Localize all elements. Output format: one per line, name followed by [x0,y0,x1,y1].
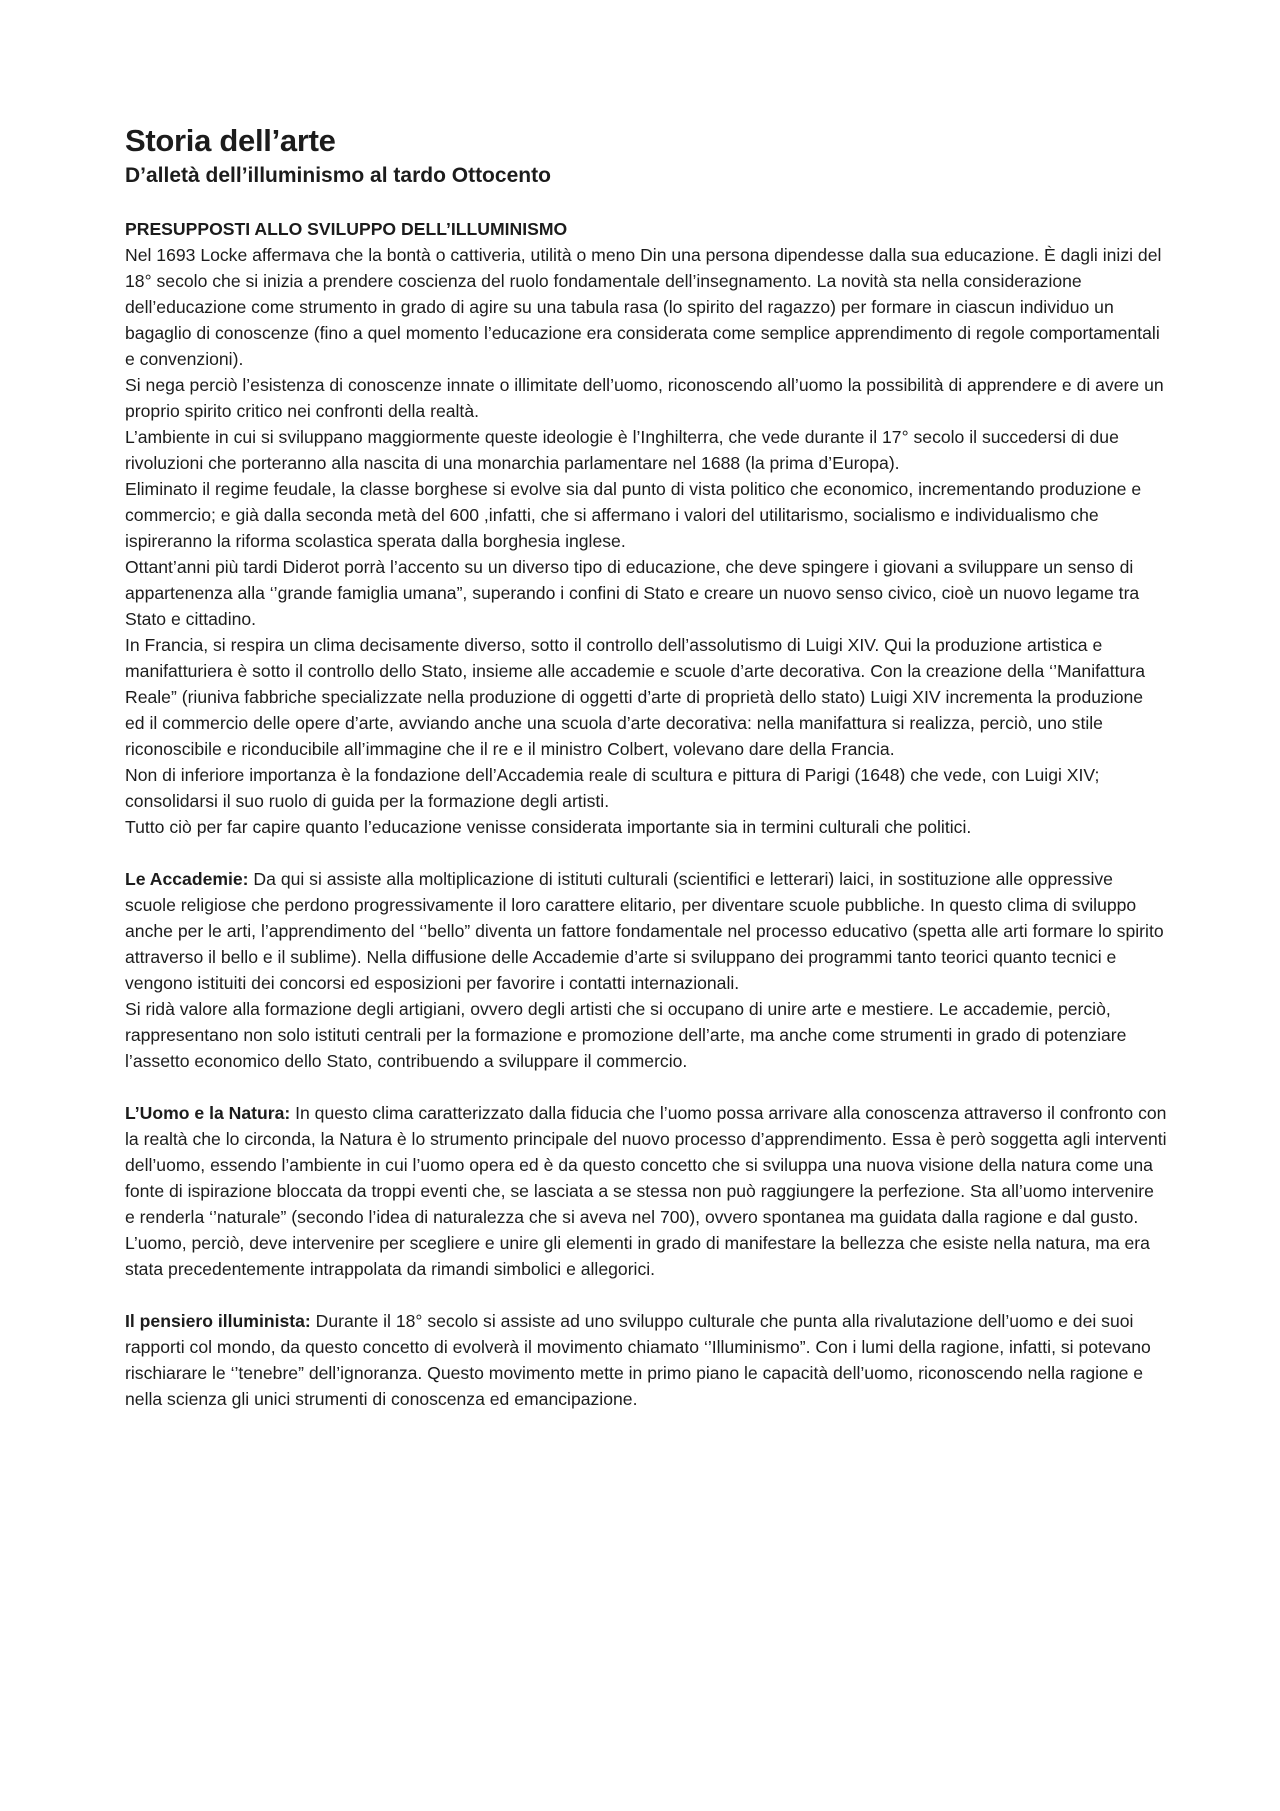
section-heading: PRESUPPOSTI ALLO SVILUPPO DELL’ILLUMINISMO [125,219,568,239]
document-title: Storia dell’arte [125,123,336,158]
section-presupposti [125,216,1167,840]
paragraph-text: Durante il 18° secolo si assiste ad uno sviluppo culturale che punta alla rivalutazione dell’uomo e dei suoi rapporti col mondo, da questo concetto di evolverà il movimento chiamato ‘’Illuminismo”. Con i lumi della ragione, infatti, si potevano rischiarare le ‘’tenebre” dell’ignoranza. Questo movimento mette in primo piano le capacità dell’uomo, riconoscendo nella ragione e nella scienza gli unici strumenti di conoscenza ed emancipazione. [125,1311,1151,1409]
paragraph: L’ambiente in cui si sviluppano maggiormente queste ideologie è l’Inghilterra, che vede durante il 17° secolo il succedersi di due rivoluzioni che porteranno alla nascita di una monarchia parlamentare nel 1688 (la prima d’Europa). [125,427,1119,473]
paragraph: Si ridà valore alla formazione degli artigiani, ovvero degli artisti che si occupano di unire arte e mestiere. Le accademie, perciò, rappresentano non solo istituti centrali per la formazione e promozione dell’arte, ma anche come strumenti in grado di potenziare l’assetto economico dello Stato, contribuendo a sviluppare il commercio. [125,999,1127,1071]
document-subtitle: D’alletà dell’illuminismo al tardo Ottocento [125,164,551,187]
paragraph: In Francia, si respira un clima decisamente diverso, sotto il controllo dell’assolutismo di Luigi XIV. Qui la produzione artistica e manifatturiera è sotto il controllo dello Stato, insieme alle accademie e scuole d’arte decorativa. Con la creazione della ‘’Manifattura Reale” (riuniva fabbriche specializzate nella produzione di oggetti d’arte di proprietà dello stato) Luigi XIV incrementa la produzione ed il commercio delle opere d’arte, avviando anche una scuola d’arte decorativa: nella manifattura si realizza, perciò, uno stile riconoscibile e riconducibile all’immagine che il re e il ministro Colbert, volevano dare della Francia. [125,635,1145,759]
section-accademie [125,866,1167,1074]
document-page [125,122,1167,1412]
section-lead: Le Accademie: [125,869,249,889]
paragraph [125,1100,1167,1230]
paragraph [125,866,1167,996]
paragraph: Nel 1693 Locke affermava che la bontà o cattiveria, utilità o meno Din una persona dipendesse dalla sua educazione. È dagli inizi del 18° secolo che si inizia a prendere coscienza del ruolo fondamentale dell’insegnamento. La novità sta nella considerazione dell’educazione come strumento in grado di agire su una tabula rasa (lo spirito del ragazzo) per formare in ciascun individuo un bagaglio di conoscenze (fino a quel momento l’educazione era considerata come semplice apprendimento di regole comportamentali e convenzioni). [125,245,1162,369]
paragraph [125,1308,1167,1412]
paragraph: L’uomo, perciò, deve intervenire per scegliere e unire gli elementi in grado di manifestare la bellezza che esiste nella natura, ma era stata precedentemente intrappolata da rimandi simbolici e allegorici. [125,1233,1150,1279]
section-spacer [125,1074,1167,1100]
paragraph: Ottant’anni più tardi Diderot porrà l’accento su un diverso tipo di educazione, che deve spingere i giovani a sviluppare un senso di appartenenza alla ‘’grande famiglia umana”, superando i confini di Stato e creare un nuovo senso civico, cioè un nuovo legame tra Stato e cittadino. [125,557,1140,629]
section-spacer [125,1282,1167,1308]
section-lead: L’Uomo e la Natura: [125,1103,291,1123]
section-spacer [125,840,1167,866]
section-lead: Il pensiero illuminista: [125,1311,311,1331]
paragraph: Tutto ciò per far capire quanto l’educazione venisse considerata importante sia in termini culturali che politici. [125,817,972,837]
paragraph-text: Da qui si assiste alla moltiplicazione di istituti culturali (scientifici e letterari) laici, in sostituzione alle oppressive scuole religiose che perdono progressivamente il loro carattere elitario, per diventare scuole pubbliche. In questo clima di sviluppo anche per le arti, l’apprendimento del ‘’bello” diventa un fattore fondamentale nel processo educativo (spetta alle arti formare lo spirito attraverso il bello e il sublime). Nella diffusione delle Accademie d’arte si sviluppano dei programmi tanto teorici quanto tecnici e vengono istituiti dei concorsi ed esposizioni per favorire i contatti internazionali. [125,869,1164,993]
paragraph: Eliminato il regime feudale, la classe borghese si evolve sia dal punto di vista politico che economico, incrementando produzione e commercio; e già dalla seconda metà del 600 ,infatti, che si affermano i valori del utilitarismo, socialismo e individualismo che ispireranno la riforma scolastica sperata dalla borghesia inglese. [125,479,1142,551]
section-uomo-natura [125,1100,1167,1282]
section-pensiero-illuminista [125,1308,1167,1412]
paragraph: Non di inferiore importanza è la fondazione dell’Accademia reale di scultura e pittura di Parigi (1648) che vede, con Luigi XIV; consolidarsi il suo ruolo di guida per la formazione degli artisti. [125,765,1100,811]
paragraph-text: In questo clima caratterizzato dalla fiducia che l’uomo possa arrivare alla conoscenza attraverso il confronto con la realtà che lo circonda, la Natura è lo strumento principale del nuovo processo d’apprendimento. Essa è però soggetta agli interventi dell’uomo, essendo l’ambiente in cui l’uomo opera ed è da questo concetto che si sviluppa una nuova visione della natura come una fonte di ispirazione bloccata da troppi eventi che, se lasciata a se stessa non può raggiungere la perfezione. Sta all’uomo intervenire e renderla ‘’naturale” (secondo l’idea di naturalezza che si aveva nel 700), ovvero spontanea ma guidata dalla ragione e dal gusto. [125,1103,1167,1227]
paragraph: Si nega perciò l’esistenza di conoscenze innate o illimitate dell’uomo, riconoscendo all’uomo la possibilità di apprendere e di avere un proprio spirito critico nei confronti della realtà. [125,375,1164,421]
